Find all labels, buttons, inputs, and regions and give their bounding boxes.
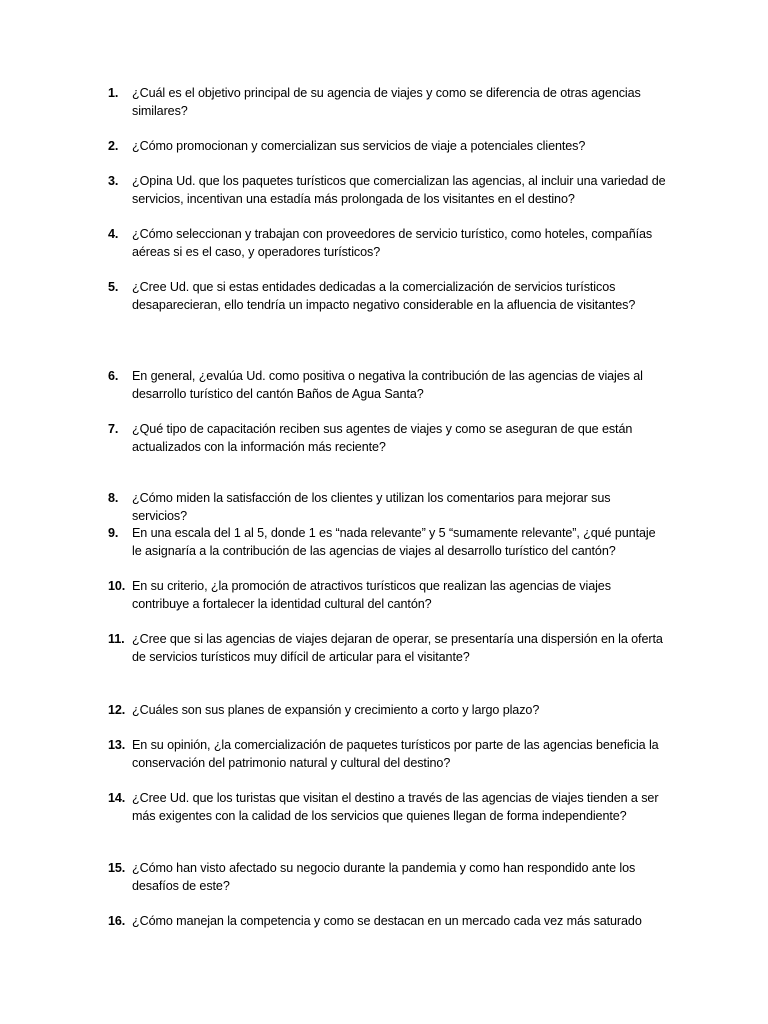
list-item [108, 421, 668, 456]
list-item [108, 790, 668, 825]
item-number: 7. [108, 422, 119, 436]
item-number: 1. [108, 86, 119, 100]
question-text: ¿Qué tipo de capacitación reciben sus agentes de viajes y como se aseguran de que están actualizados con la información más reciente? [132, 422, 633, 454]
item-number: 13. [108, 738, 126, 752]
list-item [108, 226, 668, 261]
list-item [108, 702, 668, 720]
question-text: En su opinión, ¿la comercialización de paquetes turísticos por parte de las agencias beneficia la conservación del patrimonio natural y cultural del destino? [132, 738, 659, 770]
item-number: 5. [108, 280, 119, 294]
item-number: 3. [108, 174, 119, 188]
item-number: 12. [108, 703, 126, 717]
list-item [108, 913, 668, 931]
item-number: 4. [108, 227, 119, 241]
question-text: ¿Opina Ud. que los paquetes turísticos que comercializan las agencias, al incluir una variedad de servicios, incentivan una estadía más prolongada de los visitantes en el destino? [132, 174, 666, 206]
item-number: 2. [108, 139, 119, 153]
question-text: ¿Cómo miden la satisfacción de los clientes y utilizan los comentarios para mejorar sus servicios? [132, 491, 611, 523]
list-item [108, 525, 668, 560]
item-number: 9. [108, 526, 119, 540]
question-text: En una escala del 1 al 5, donde 1 es “nada relevante” y 5 “sumamente relevante”, ¿qué puntaje le asignaría a la contribución de las agencias de viajes al desarrollo turístico del cantón? [132, 526, 656, 558]
list-item [108, 85, 668, 120]
question-text: ¿Cree Ud. que si estas entidades dedicadas a la comercialización de servicios turísticos desaparecieran, ello tendría un impacto negativo considerable en la afluencia de visitantes? [132, 280, 636, 312]
list-item [108, 490, 668, 525]
question-text: En su criterio, ¿la promoción de atractivos turísticos que realizan las agencias de viajes contribuye a fortalecer la identidad cultural del cantón? [132, 579, 611, 611]
item-number: 15. [108, 861, 126, 875]
question-text: ¿Cómo seleccionan y trabajan con proveedores de servicio turístico, como hoteles, compañías aéreas si es el caso, y operadores turísticos? [132, 227, 653, 259]
list-item [108, 578, 668, 613]
item-number: 10. [108, 579, 126, 593]
item-number: 16. [108, 914, 126, 928]
question-text: ¿Cómo han visto afectado su negocio durante la pandemia y como han respondido ante los desafíos de este? [132, 861, 636, 893]
question-text: ¿Cómo promocionan y comercializan sus servicios de viaje a potenciales clientes? [132, 139, 586, 153]
item-number: 6. [108, 369, 119, 383]
item-number: 11. [108, 632, 125, 646]
question-text: ¿Cree Ud. que los turistas que visitan el destino a través de las agencias de viajes tienden a ser más exigentes con la calidad de los servicios que quienes llegan de forma independiente? [132, 791, 659, 823]
list-item [108, 737, 668, 772]
list-item [108, 860, 668, 895]
list-item [108, 173, 668, 208]
item-number: 8. [108, 491, 119, 505]
list-item [108, 138, 668, 156]
question-text: ¿Cuáles son sus planes de expansión y crecimiento a corto y largo plazo? [132, 703, 540, 717]
list-item [108, 368, 668, 403]
item-number: 14. [108, 791, 126, 805]
list-item [108, 279, 668, 314]
list-item [108, 631, 668, 666]
question-text: En general, ¿evalúa Ud. como positiva o negativa la contribución de las agencias de viajes al desarrollo turístico del cantón Baños de Agua Santa? [132, 369, 643, 401]
question-text: ¿Cómo manejan la competencia y como se destacan en un mercado cada vez más saturado [132, 914, 642, 928]
question-text: ¿Cree que si las agencias de viajes dejaran de operar, se presentaría una dispersión en la oferta de servicios turísticos muy difícil de articular para el visitante? [132, 632, 663, 664]
question-text: ¿Cuál es el objetivo principal de su agencia de viajes y como se diferencia de otras agencias similares? [132, 86, 641, 118]
